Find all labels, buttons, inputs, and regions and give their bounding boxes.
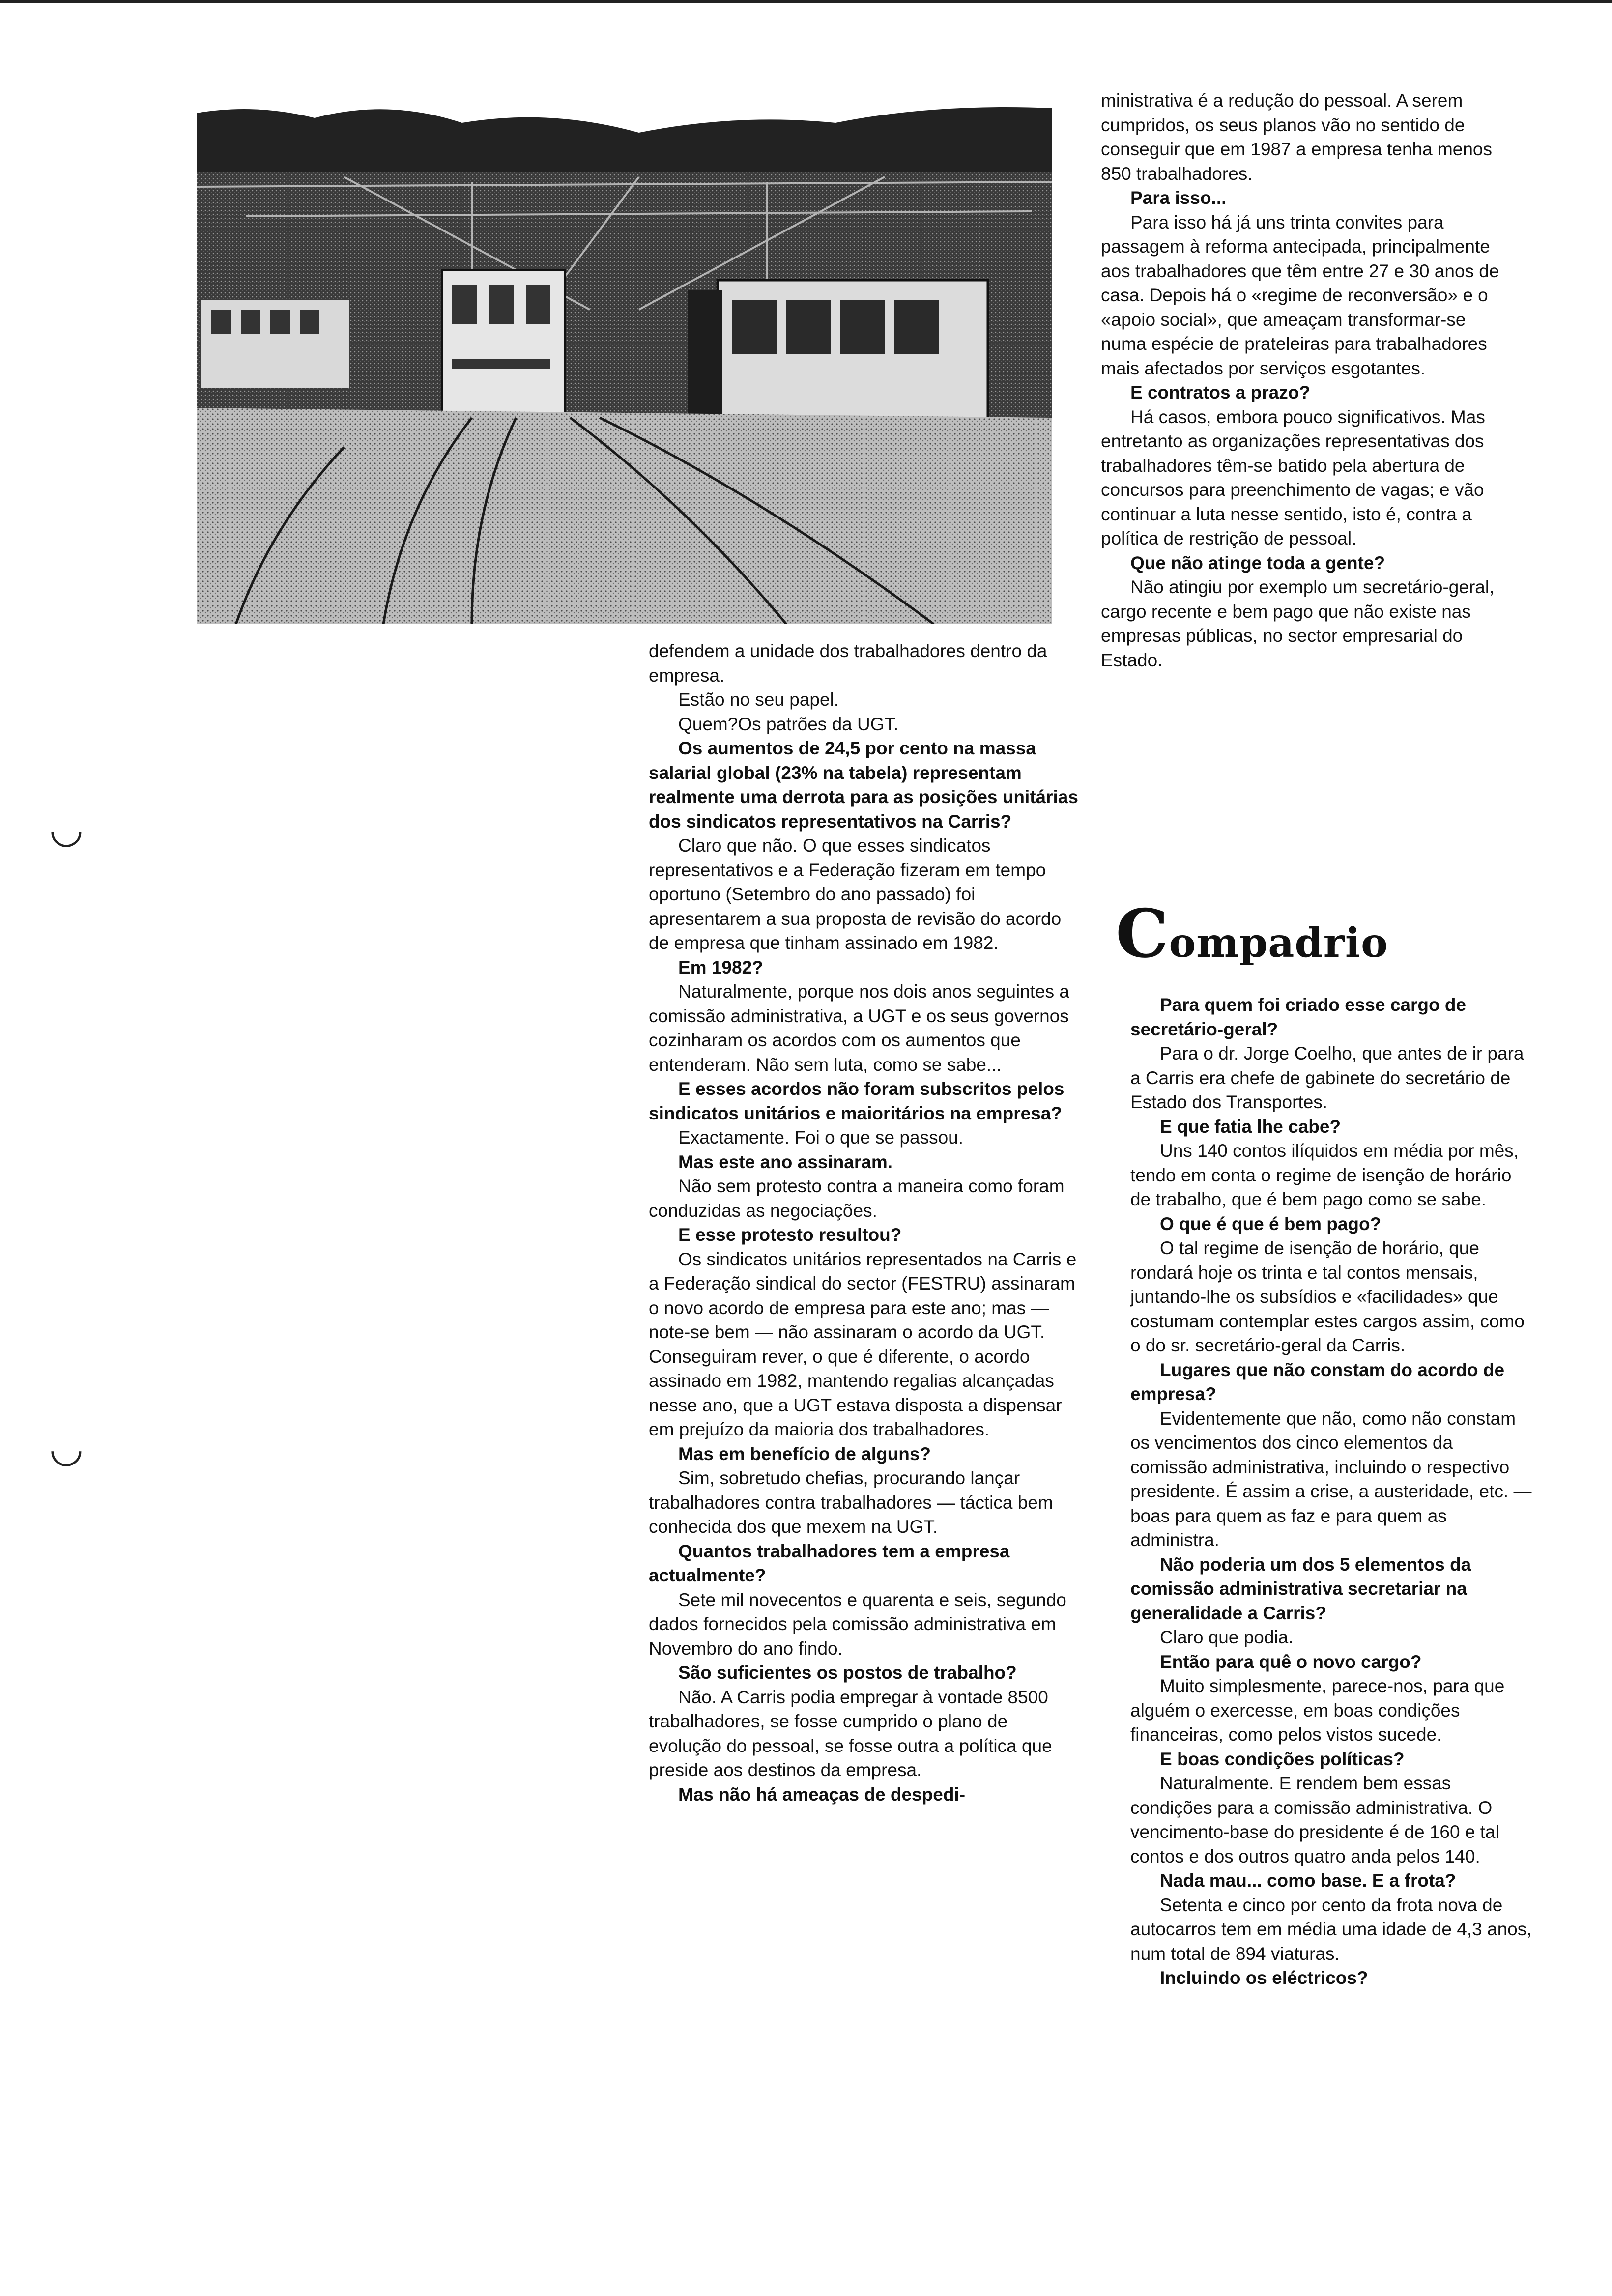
interview-question: E esse protesto resultou?	[678, 1225, 902, 1245]
interview-answer: defendem a unidade dos trabalhadores dentro da empresa.	[649, 641, 1047, 686]
interview-question: Mas em benefício de alguns?	[678, 1443, 931, 1464]
interview-answer: Naturalmente. E rendem bem essas condições para a comissão administrativa. O vencimento-base do presidente é de 160 e tal contos e dos outros quatro anda pelos 140.	[1130, 1773, 1499, 1866]
interview-question: E boas condições políticas?	[1160, 1749, 1405, 1769]
interview-answer: Claro que podia.	[1160, 1627, 1294, 1647]
interview-answer: Para isso há já uns trinta convites para passagem à reforma antecipada, principalmente aos trabalhadores que têm entre 27 e 30 anos de casa. Depois há o «regime de reconversão» e o «apoio social», que ameaçam transformar-se numa espécie de prateleiras para trabalhadores mais afectados por serviços esgotantes.	[1101, 212, 1499, 378]
interview-answer: Claro que não. O que esses sindicatos representativos e a Federação fizeram em tempo oportuno (Setembro do ano passado) foi apresentarem a sua proposta de revisão do acordo de empresa que tinham assinado em 1982.	[649, 835, 1062, 953]
interview-answer: ministrativa é a redução do pessoal. A serem cumpridos, os seus planos vão no sentido de conseguir que em 1987 a empresa tenha menos 850 trabalhadores.	[1101, 90, 1493, 184]
interview-question: São suficientes os postos de trabalho?	[678, 1663, 1017, 1683]
heading-rest: ompadrio	[1169, 919, 1388, 967]
interview-answer: Não atingiu por exemplo um secretário-geral, cargo recente e bem pago que não existe nas empresas públicas, no sector empresarial do Estado.	[1101, 577, 1495, 670]
interview-question: O que é que é bem pago?	[1160, 1213, 1382, 1234]
interview-answer: O tal regime de isenção de horário, que rondará hoje os trinta e tal contos mensais, juntando-lhe os subsídios e «facilidades» que costumam contemplar estes cargos assim, como o do sr. secretário-geral da Carris.	[1130, 1238, 1525, 1355]
interview-answer: Evidentemente que não, como não constam os vencimentos dos cinco elementos da comissão administrativa, incluindo o respectivo presidente. É assim a crise, a austeridade, etc. — boas para quem as faz e para quem as administra.	[1130, 1408, 1532, 1550]
interview-question: Não poderia um dos 5 elementos da comissão administrativa secretariar na generalidade a Carris?	[1130, 1554, 1471, 1623]
heading-initial: C	[1116, 894, 1169, 973]
interview-question: Para quem foi criado esse cargo de secretário-geral?	[1130, 995, 1467, 1039]
interview-question: E que fatia lhe cabe?	[1160, 1116, 1341, 1137]
interview-answer: Sete mil novecentos e quarenta e seis, segundo dados fornecidos pela comissão administrativa em Novembro do ano findo.	[649, 1589, 1066, 1659]
interview-question: Lugares que não constam do acordo de empresa?	[1130, 1359, 1505, 1404]
top-rule	[0, 0, 1612, 3]
interview-question: Quantos trabalhadores tem a empresa actualmente?	[649, 1541, 1010, 1585]
article-column-middle	[649, 639, 1081, 1807]
interview-answer: Setenta e cinco por cento da frota nova de autocarros tem em média uma idade de 4,3 anos, num total de 894 viaturas.	[1130, 1894, 1532, 1964]
interview-answer: Estão no seu papel.	[678, 689, 839, 710]
interview-answer: Os sindicatos unitários representados na Carris e a Federação sindical do sector (FESTRU) assinaram o novo acordo de empresa para este ano; mas — note-se bem — não assinaram o acordo da UGT. Conseguiram rever, o que é diferente, o acordo assinado em 1982, mantendo regalias alcançadas nesse ano, que a UGT estava disposta a dispensar em prejuízo da maioria dos trabalhadores.	[649, 1249, 1077, 1439]
interview-question: Que não atinge toda a gente?	[1130, 552, 1385, 573]
interview-answer: Sim, sobretudo chefias, procurando lançar trabalhadores contra trabalhadores — táctica bem conhecida dos que mexem na UGT.	[649, 1468, 1053, 1537]
margin-arc-mark: ◡	[49, 807, 84, 851]
margin-arc-mark: ◡	[49, 1426, 84, 1470]
interview-answer: Para o dr. Jorge Coelho, que antes de ir para a Carris era chefe de gabinete do secretário de Estado dos Transportes.	[1130, 1043, 1524, 1112]
interview-answer: Naturalmente, porque nos dois anos seguintes a comissão administrativa, a UGT e os seus governos cozinharam os acordos com os aumentos que entenderam. Não sem luta, como se sabe...	[649, 981, 1070, 1075]
interview-answer: Há casos, embora pouco significativos. Mas entretanto as organizações representativas dos trabalhadores têm-se batido pela abertura de concursos para preenchimento de vagas; e vão continuar a luta nesse sentido, isto é, contra a política de restrição de pessoal.	[1101, 406, 1485, 548]
interview-question: E contratos a prazo?	[1130, 382, 1310, 402]
interview-question: E esses acordos não foram subscritos pelos sindicatos unitários e maioritários na empresa?	[649, 1079, 1065, 1123]
interview-question: Então para quê o novo cargo?	[1160, 1651, 1422, 1672]
tram-depot-photo	[197, 103, 1052, 624]
interview-question: Nada mau... como base. E a frota?	[1160, 1870, 1456, 1891]
article-column-right-bottom	[1130, 993, 1533, 1990]
interview-question: Para isso...	[1130, 188, 1227, 208]
interview-answer: Não sem protesto contra a maneira como foram conduzidas as negociações.	[649, 1176, 1065, 1221]
interview-answer: Quem?Os patrões da UGT.	[678, 714, 899, 734]
interview-answer: Não. A Carris podia empregar à vontade 8500 trabalhadores, se fosse cumprido o plano de evolução do pessoal, se fosse outra a política que preside aos destinos da empresa.	[649, 1687, 1052, 1780]
interview-answer: Uns 140 contos ilíquidos em média por mês, tendo em conta o regime de isenção de horário de trabalho, que é bem pago como se sabe.	[1130, 1141, 1519, 1209]
interview-answer: Exactamente. Foi o que se passou.	[678, 1127, 964, 1148]
interview-answer: Muito simplesmente, parece-nos, para que alguém o exercesse, em boas condições financeiras, como pelos vistos sucede.	[1130, 1676, 1505, 1745]
section-heading	[1116, 894, 1388, 973]
interview-question: Incluindo os eléctricos?	[1160, 1968, 1368, 1988]
interview-question: Os aumentos de 24,5 por cento na massa salarial global (23% na tabela) representam realmente uma derrota para as posições unitárias dos sindicatos representativos na Carris?	[649, 738, 1078, 832]
interview-question: Em 1982?	[678, 957, 763, 977]
article-column-right-top	[1101, 88, 1514, 672]
interview-question: Mas este ano assinaram.	[678, 1151, 892, 1172]
interview-question: Mas não há ameaças de despedi-	[678, 1784, 966, 1805]
